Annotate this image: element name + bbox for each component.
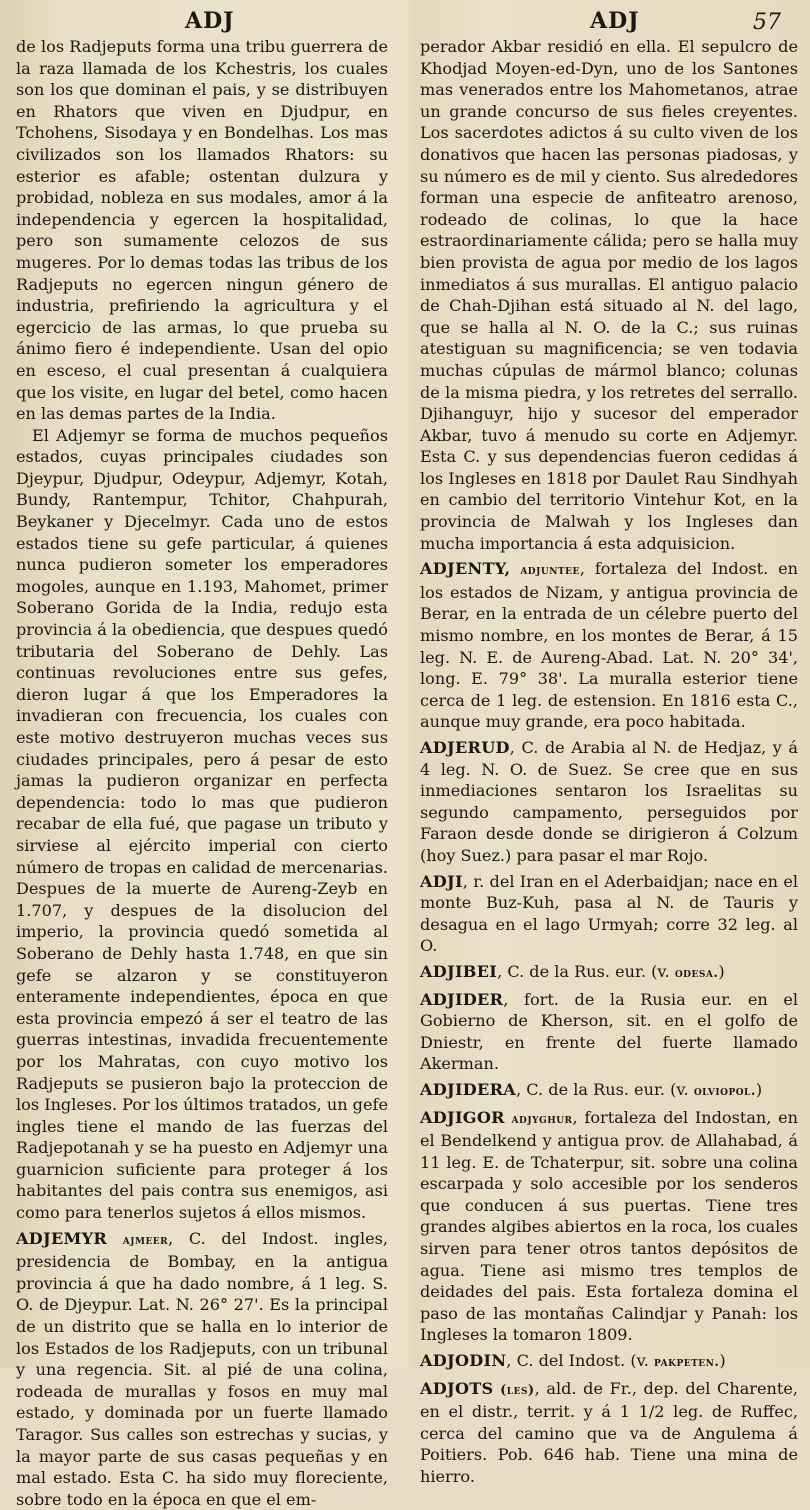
variant-spelling: ajmeer [122, 1232, 169, 1248]
entry-adjemyr [16, 1228, 388, 1510]
headword: ADJIDER [420, 989, 504, 1009]
running-head-left: ADJ [185, 8, 235, 34]
entry-text: , C. de Arabia al N. de Hedjaz, y á 4 leg. N. O. de Suez. Se cree que en sus inmediaciones sentaron los Israelitas su segundo campamento, perseguidos por Faraon desde donde se dirigieron á Colzum (hoy Suez.) para pasar el mar Rojo. [420, 738, 798, 865]
headword: ADJIGOR [420, 1107, 505, 1127]
entry-text: , r. del Iran en el Aderbaidjan; nace en el monte Buz-Kuh, pasa al N. de Tauris y desagua en el lago Urmyah; corre 32 leg. al O. [420, 871, 798, 956]
headword: ADJI [420, 871, 463, 891]
entry-adjodin [420, 1350, 798, 1374]
cross-reference: pakpeten. [654, 1355, 720, 1371]
entry-adji [420, 871, 798, 957]
entry-adjerud [420, 737, 798, 867]
cross-reference: odesa. [674, 965, 719, 981]
entry-adjots [420, 1378, 798, 1488]
variant-spelling: adjuntee [520, 563, 580, 579]
entry-text: , C. de la Rus. eur. (v. [516, 1079, 689, 1099]
entry-text: , C. de la Rus. eur. (v. [497, 961, 670, 981]
variant-spelling: (les) [500, 1382, 535, 1398]
right-column [420, 8, 798, 1488]
left-column [16, 8, 388, 1510]
closing-paren: ) [719, 1351, 726, 1371]
variant-spelling: adjyghur [511, 1111, 573, 1127]
headword: ADJENTY, [420, 559, 511, 579]
headword: ADJIBEI [420, 961, 498, 981]
entry-adjider [420, 989, 798, 1075]
header-spacer [420, 8, 798, 36]
headword: ADJIDERA [420, 1079, 517, 1099]
closing-paren: ) [718, 961, 725, 981]
entry-text: , fortaleza del Indost. en los estados de Nizam, y antigua provincia de Berar, en la entrada de un célebre puerto del mismo nombre, en los montes de Berar, á 15 leg. N. E. de Aureng-Abad. Lat. N. 20° 34', long. E. 79° 38'. La muralla esterior tiene cerca de 1 leg. de estension. En 1816 esta C., aunque muy grande, era poco habitada. [420, 559, 798, 732]
entry-adjidera [420, 1079, 798, 1103]
entry-adjenty [420, 558, 798, 733]
entry-text: , C. del Indost. ingles, presidencia de Bombay, en la antigua provincia á que ha dado nombre, á 1 leg. S. O. de Djeypur. Lat. N. 26° 27'. Es la principal de un distrito que se halla en lo interior de los Estados de los Radjeputs, con un tribunal y una regencia. Sit. al pié de una colina, rodeada de murallas y fosos en muy mal estado, y dominada por un fuerte llamado Taragor. Sus calles son estrechas y sucias, y la mayor parte de sus casas pequeñas y en mal estado. Esta C. ha sido muy floreciente, sobre todo en la época en que el em- [16, 1228, 388, 1509]
headword: ADJERUD [420, 738, 510, 757]
running-head-right: ADJ [590, 8, 640, 34]
entry-text: , fortaleza del Indostan, en el Bendelkend y antigua prov. de Allahabad, á 11 leg. E. de Tchaterpur, sit. sobre una colina escarpada y solo accesible por los senderos que conducen á sus puertas. Tiene tres grandes algibes abiertos en la roca, los cuales sirven para tener otros tantos depósitos de agua. Tiene asi mismo tres templos de deidades del pais. Esta fortaleza domina el paso de las montañas Calindjar y Panah: los Ingleses la tomaron 1809. [420, 1107, 799, 1345]
entry-text: , fort. de la Rusia eur. en el Gobierno de Kherson, sit. en el golfo de Dniestr, en frente del fuerte llamado Akerman. [420, 989, 798, 1074]
entry-text: , ald. de Fr., dep. del Charente, en el distr., territ. y á 1 1/2 leg. de Ruffec, cerca del camino que va de Angulema á Poitiers. Pob. 646 hab. Tiene una mina de hierro. [420, 1378, 798, 1486]
cross-reference: olviopol. [693, 1083, 756, 1099]
headword: ADJEMYR [16, 1228, 108, 1248]
entry-adjibei [420, 961, 798, 985]
header-spacer [16, 8, 388, 36]
adjemyr-history-paragraph: El Adjemyr se forma de muchos pequeños estados, cuyas principales ciudades son Djeypur, Djudpur, Odeypur, Adjemyr, Kotah, Bundy, Rantempur, Tchitor, Chahpurah, Beykaner y Djecelmyr. Cada uno de estos estados tiene su gefe particular, á quienes nunca pudieron someter los emperadores mogoles, aunque en 1.193, Mahomet, primer Soberano Gorida de la India, redujo esta provincia á la obediencia, que despues quedó tributaria del Soberano de Dehly. Las continuas revoluciones entre sus gefes, dieron lugar á que los Emperadores la invadieran con frecuencia, los cuales con este motivo destruyeron muchas veces sus ciudades principales, pero á pesar de esto jamas la pudieron organizar en perfecta dependencia: todo lo mas que pudieron recabar de ella fué, que pagase un tributo y sirviese al ejército imperial con cierto número de tropas en calidad de mercenarias. Despues de la muerte de Aureng-Zeyb en 1.707, y despues de la disolucion del imperio, la provincia quedó sometida al Soberano de Dehly hasta 1.748, en que sin gefe se alzaron y se constituyeron enteramente independientes, época en que esta provincia empezó á ser el teatro de las guerras intestinas, invadida frecuentemente por los Mahratas, con cuyo motivo los Radjeputs se pusieron bajo la proteccion de los Ingleses. Por los últimos tratados, un gefe ingles tiene el mando de las fuerzas del Radjepotanah y se ha puesto en Adjemyr una guarnicion suficiente para proteger á los habitantes del pais contra sus enemigos, asi como para tenerlos sujetos á ellos mismos. [16, 425, 388, 1223]
headword: ADJOTS [420, 1378, 494, 1398]
entry-adjigor [420, 1107, 798, 1347]
entry-text: , C. del Indost. (v. [506, 1351, 649, 1371]
page-number: 57 [753, 10, 781, 35]
adjemyr-description-paragraph: de los Radjeputs forma una tribu guerrera de la raza llamada de los Kchestris, los cuales son los que dominan el pais, y se distribuyen en Rhators que viven en Djudpur, en Tchohens, Sisodaya y en Bondelhas. Los mas civilizados son los llamados Rhators: su esterior es afable; ostentan dulzura y probidad, nobleza en sus modales, amor á la independencia y egercen la hospitalidad, pero son sumamente celozos de sus mugeres. Por lo demas todas las tribus de los Radjeputs no egercen ningun género de industria, prefiriendo la agricultura y el egercicio de las armas, lo que prueba su ánimo fiero é independiente. Usan del opio en esceso, el cual presentan á cualquiera que los visite, en lugar del betel, como hacen en las demas partes de la India. [16, 37, 388, 424]
closing-paren: ) [755, 1079, 763, 1099]
adjemyr-continuation-paragraph: perador Akbar residió en ella. El sepulcro de Khodjad Moyen-ed-Dyn, uno de los Santones mas venerados entre los Mahometanos, atrae un grande concurso de sus fieles creyentes. Los sacerdotes adictos á su culto viven de los donativos que hacen las personas piadosas, y su número es de mil y ciento. Sus alrededores forman una especie de anfiteatro arenoso, rodeado de colinas, lo que la hace estraordinariamente cálida; pero se halla muy bien provista de agua por medio de los lagos inmediatos á sus murallas. El antiguo palacio de Chah-Djihan está situado al N. del lago, que se halla al N. O. de la C.; sus ruinas atestiguan su magnificencia; se ven todavia muchas cúpulas de mármol blanco; colunas de la misma piedra, y los retretes del serrallo. Djihanguyr, hijo y sucesor del emperador Akbar, tuvo á menudo su corte en Adjemyr. Esta C. y sus dependencias fueron cedidas á los Ingleses en 1818 por Daulet Rau Sindhyah en cambio del territorio Vintehur Kot, en la provincia de Malwah y los Ingleses dan mucha importancia á esta adquisicion. [420, 37, 798, 553]
headword: ADJODIN [420, 1351, 507, 1371]
